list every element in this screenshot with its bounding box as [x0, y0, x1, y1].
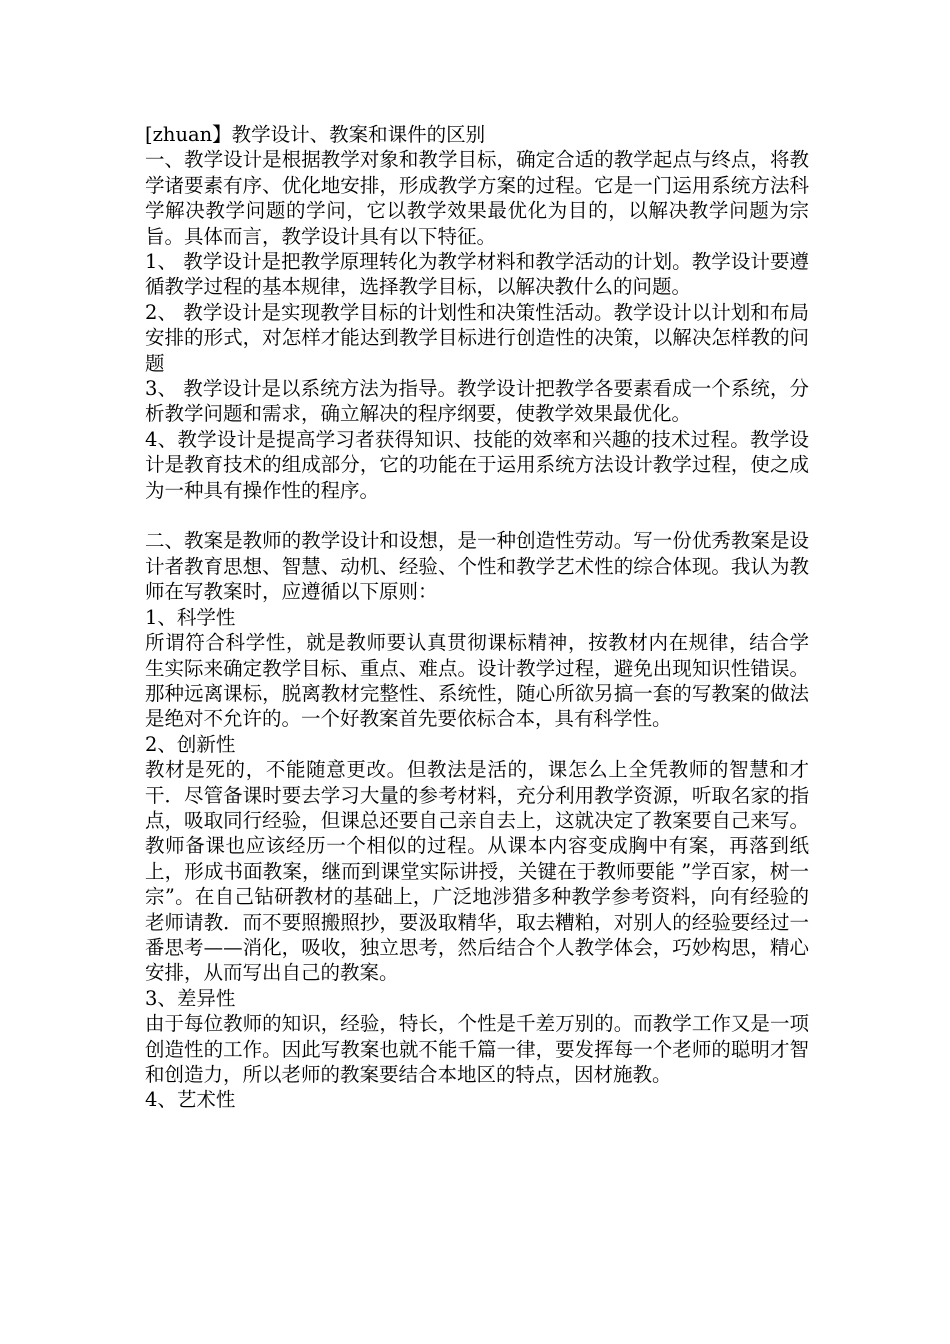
- principle-4-heading: 4、艺术性: [145, 1088, 236, 1112]
- blank-line: [145, 503, 809, 528]
- principle-3-heading: 3、差异性: [145, 986, 236, 1010]
- principle-1-heading: 1、科学性: [145, 605, 236, 629]
- section1-item-1: 1、 教学设计是把教学原理转化为教学材料和教学活动的计划。教学设计要遵循教学过程的基本规律，选择教学目标，以解决教什么的问题。: [145, 250, 809, 299]
- section2-intro: 二、教案是教师的教学设计和设想，是一种创造性劳动。写一份优秀教案是设计者教育思想、智慧、动机、经验、个性和教学艺术性的综合体现。我认为教师在写教案时，应遵循以下原则：: [145, 529, 809, 604]
- section1-item-3: 3、 教学设计是以系统方法为指导。教学设计把教学各要素看成一个系统，分析教学问题和需求，确立解决的程序纲要，使教学效果最优化。: [145, 377, 809, 426]
- principle-3-body: 由于每位教师的知识，经验，特长，个性是千差万别的。而教学工作又是一项创造性的工作。因此写教案也就不能千篇一律，要发挥每一个老师的聪明才智和创造力，所以老师的教案要结合本地区的特点，因材施教。: [145, 1012, 809, 1087]
- document-title: [zhuan】教学设计、教案和课件的区别: [145, 123, 486, 146]
- principle-2-heading: 2、创新性: [145, 732, 236, 756]
- document-page: [145, 122, 809, 1113]
- section1-item-4: 4、教学设计是提高学习者获得知识、技能的效率和兴趣的技术过程。教学设计是教育技术的组成部分，它的功能在于运用系统方法设计教学过程，使之成为一种具有操作性的程序。: [145, 427, 809, 502]
- section1-intro: 一、教学设计是根据教学对象和教学目标，确定合适的教学起点与终点，将教学诸要素有序、优化地安排，形成教学方案的过程。它是一门运用系统方法科学解决教学问题的学问，它以教学效果最优化为目的，以解决教学问题为宗旨。具体而言，教学设计具有以下特征。: [145, 148, 809, 248]
- principle-1-body: 所谓符合科学性，就是教师要认真贯彻课标精神，按教材内在规律，结合学 生实际来确定教学目标、重点、难点。设计教学过程，避免出现知识性错误。那种远离课标，脱离教材完整性、系统性，随心所欲另搞一套的写教案的做法是绝对不允许的。一个好教案首先要依标合本，具有科学性。: [145, 631, 809, 731]
- section1-item-2: 2、 教学设计是实现教学目标的计划性和决策性活动。教学设计以计划和布局安排的形式，对怎样才能达到教学目标进行创造性的决策，以解决怎样教的问题: [145, 300, 809, 375]
- principle-2-body: 教材是死的，不能随意更改。但教法是活的，课怎么上全凭教师的智慧和才干．尽管备课时要去学习大量的参考材料，充分利用教学资源，听取名家的指点，吸取同行经验，但课总还要自己亲自去上，这就决定了教案要自己来写。教师备课也应该经历一个相似的过程。从课本内容变成胸中有案，再落到纸上，形成书面教案，继而到课堂实际讲授，关键在于教师要能 ”学百家，树一宗”。在自己钻研教材的基础上，广泛地涉猎多种教学参考资料，向有经验的老师请教．而不要照搬照抄，要汲取精华，取去糟粕，对别人的经验要经过一番思考——消化，吸收，独立思考，然后结合个人教学体会，巧妙构思，精心安排，从而写出自己的教案。: [145, 758, 809, 985]
